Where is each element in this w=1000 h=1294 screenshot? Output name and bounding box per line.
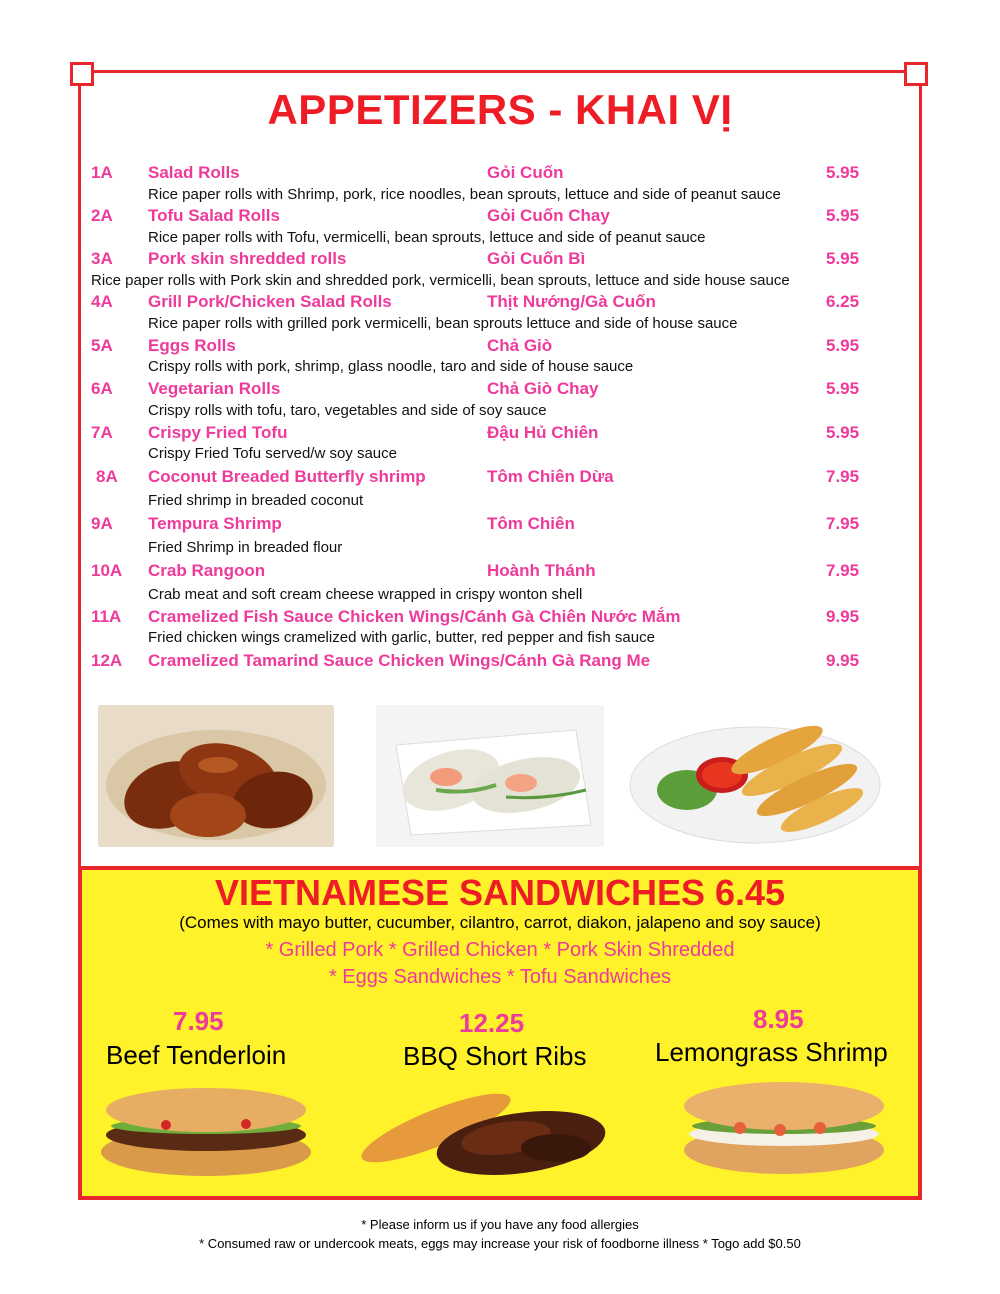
item-description: Crab meat and soft cream cheese wrapped in crispy wonton shell: [148, 586, 583, 603]
item-number: 4A: [91, 292, 113, 311]
special-price: 8.95: [753, 1004, 804, 1034]
item-name: Cramelized Tamarind Sauce Chicken Wings/Cánh Gà Rang Me: [148, 651, 651, 670]
menu-item: [0, 607, 1000, 629]
item-price: 5.95: [826, 336, 860, 355]
menu-item: [0, 467, 1000, 489]
item-vietnamese-name: Tôm Chiên: [487, 514, 575, 533]
item-vietnamese-name: Chả Giò Chay: [487, 379, 599, 398]
menu-item: [0, 206, 1000, 228]
item-price: 9.95: [826, 651, 860, 670]
item-number: 1A: [91, 163, 113, 182]
item-name: Crab Rangoon: [148, 561, 266, 580]
item-number: 12A: [91, 651, 123, 670]
item-name: Cramelized Fish Sauce Chicken Wings/Cánh Gà Chiên Nước Mắm: [148, 607, 681, 626]
item-vietnamese-name: Tôm Chiên Dừa: [487, 467, 614, 486]
item-vietnamese-name: Gỏi Cuốn: [487, 163, 564, 182]
item-number: 3A: [91, 249, 113, 268]
item-vietnamese-name: Thịt Nướng/Gà Cuốn: [487, 292, 656, 311]
item-vietnamese-name: Hoành Thánh: [487, 561, 596, 580]
special-name: Lemongrass Shrimp: [655, 1037, 888, 1067]
item-price: 6.25: [826, 292, 860, 311]
menu-item: [0, 423, 1000, 445]
item-price: 5.95: [826, 379, 860, 398]
menu-item: [0, 292, 1000, 314]
allergy-notice: * Please inform us if you have any food allergies: [361, 1217, 639, 1232]
item-description: Rice paper rolls with Pork skin and shredded pork, vermicelli, bean sprouts, lettuce and side house sauce: [91, 272, 790, 289]
bbq-short-ribs-photo: [356, 1078, 614, 1180]
item-vietnamese-name: Gỏi Cuốn Bì: [487, 249, 586, 268]
sandwich-title: VIETNAMESE SANDWICHES 6.45: [214, 872, 786, 913]
item-price: 7.95: [826, 561, 860, 580]
special-price: 7.95: [173, 1006, 224, 1036]
border-corner: [904, 62, 928, 86]
item-description: Fried Shrimp in breaded flour: [148, 539, 343, 556]
menu-item: [0, 651, 1000, 673]
item-number: 9A: [91, 514, 113, 533]
menu-item: [0, 336, 1000, 358]
item-name: Coconut Breaded Butterfly shrimp: [148, 467, 426, 486]
item-name: Crispy Fried Tofu: [148, 423, 288, 442]
item-name: Pork skin shredded rolls: [148, 249, 347, 268]
item-number: 10A: [91, 561, 123, 580]
sandwich-subtitle: (Comes with mayo butter, cucumber, cilantro, carrot, diakon, jalapeno and soy sauce): [179, 913, 821, 932]
sandwich-options: * Eggs Sandwiches * Tofu Sandwiches: [328, 966, 672, 988]
item-price: 5.95: [826, 249, 860, 268]
item-vietnamese-name: Đậu Hủ Chiên: [487, 423, 599, 442]
item-description: Fried shrimp in breaded coconut: [148, 492, 364, 509]
item-vietnamese-name: Gỏi Cuốn Chay: [487, 206, 610, 225]
item-name: Tempura Shrimp: [148, 514, 282, 533]
item-number: 6A: [91, 379, 113, 398]
item-price: 7.95: [826, 467, 860, 486]
item-description: Fried chicken wings cramelized with garlic, butter, red pepper and fish sauce: [148, 629, 655, 646]
special-price: 12.25: [459, 1008, 525, 1038]
item-name: Tofu Salad Rolls: [148, 206, 280, 225]
food-safety-notice: * Consumed raw or undercook meats, eggs may increase your risk of foodborne illness * Togo add $0.50: [199, 1236, 801, 1251]
item-name: Vegetarian Rolls: [148, 379, 281, 398]
beef-sandwich-photo: [96, 1080, 316, 1180]
item-name: Salad Rolls: [148, 163, 240, 182]
sandwich-options: * Grilled Pork * Grilled Chicken * Pork Skin Shredded: [265, 939, 735, 961]
menu-item: [0, 561, 1000, 583]
item-number: 11A: [91, 607, 122, 626]
tempura-shrimp-photo: [627, 695, 884, 847]
item-description: Crispy Fried Tofu served/w soy sauce: [148, 445, 397, 462]
menu-item: [0, 249, 1000, 271]
item-name: Eggs Rolls: [148, 336, 236, 355]
item-number: 7A: [91, 423, 113, 442]
item-description: Rice paper rolls with Tofu, vermicelli, bean sprouts, lettuce and side of peanut sauce: [148, 229, 706, 246]
item-number: 2A: [91, 206, 113, 225]
item-price: 5.95: [826, 206, 860, 225]
lemongrass-shrimp-sandwich-photo: [680, 1076, 888, 1180]
item-description: Rice paper rolls with Shrimp, pork, rice noodles, bean sprouts, lettuce and side of peanut sauce: [148, 186, 781, 203]
special-name: Beef Tenderloin: [106, 1040, 287, 1070]
item-price: 5.95: [826, 163, 860, 182]
item-number: 8A: [96, 467, 118, 486]
item-vietnamese-name: Chả Giò: [487, 336, 553, 355]
page-title: APPETIZERS - KHAI VỊ: [267, 86, 733, 133]
menu-item: [0, 379, 1000, 401]
item-price: 9.95: [826, 607, 860, 626]
menu-item: [0, 163, 1000, 185]
item-number: 5A: [91, 336, 113, 355]
salad-rolls-photo: [376, 705, 604, 847]
menu-item: [0, 514, 1000, 536]
item-description: Rice paper rolls with grilled pork vermicelli, bean sprouts lettuce and side of house sauce: [148, 315, 738, 332]
item-description: Crispy rolls with pork, shrimp, glass noodle, taro and side of house sauce: [148, 358, 634, 375]
chicken-wings-photo: [98, 705, 334, 847]
border-corner: [70, 62, 94, 86]
item-name: Grill Pork/Chicken Salad Rolls: [148, 292, 392, 311]
item-price: 7.95: [826, 514, 860, 533]
item-price: 5.95: [826, 423, 860, 442]
special-name: BBQ Short Ribs: [403, 1041, 587, 1071]
item-description: Crispy rolls with tofu, taro, vegetables and side of soy sauce: [148, 402, 547, 419]
